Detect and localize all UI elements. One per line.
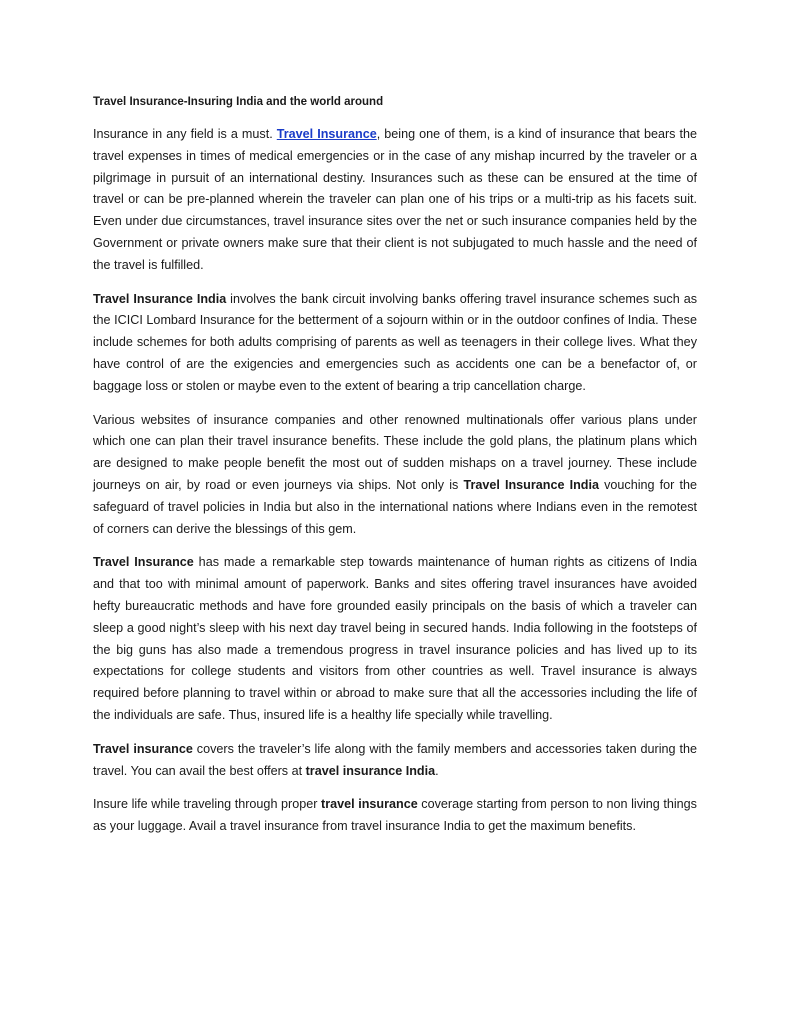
p3-bold: Travel Insurance India (463, 477, 599, 492)
paragraph-2 (93, 289, 697, 398)
p5-bold-1: Travel insurance (93, 741, 193, 756)
p5-bold-2: travel insurance India (305, 763, 436, 778)
paragraph-4 (93, 552, 697, 726)
p6-bold: travel insurance (321, 797, 418, 812)
p1-text-a: Insurance in any field is a must. (93, 127, 277, 141)
document-page (93, 94, 697, 850)
paragraph-1 (93, 124, 697, 277)
document-title: Travel Insurance-Insuring India and the world around (93, 96, 384, 108)
p1-text-b: , being one of them, is a kind of insurance that bears the travel expenses in times of medical emergencies or in the case of any mishap incurred by the traveler or a pilgrimage in pursuit of an international destiny. Insurances such as these can be ensured at the time of travel or can be pre-planned wherein the traveler can plan one of his trips or a multi-trip as his facets suit. Even under due circumstances, travel insurance sites over the net or such insurance companies held by the Government or private owners make sure that their client is not subjugated to much hassle and the need of the travel is fulfilled. (93, 127, 698, 272)
p5-text-a: covers the traveler’s life along with the family members and accessories taken during the travel. You can avail the best offers at (93, 741, 697, 778)
p4-bold: Travel Insurance (93, 555, 194, 570)
paragraph-5 (93, 739, 697, 783)
paragraph-3 (93, 410, 697, 541)
p5-text-b: . (435, 763, 439, 778)
paragraph-6 (93, 794, 697, 838)
p3-text-b: vouching for the safeguard of travel policies in India but also in the international nations where Indians even in the remotest of corners can derive the blessings of this gem. (93, 477, 697, 536)
p6-text-b: coverage starting from person to non living things as your luggage. Avail a travel insurance from travel insurance India to get the maximum benefits. (93, 797, 697, 834)
travel-insurance-link[interactable]: Travel Insurance (276, 127, 377, 141)
p3-text-a: Various websites of insurance companies and other renowned multinationals offer various plans under which one can plan their travel insurance benefits. These include the gold plans, the platinum plans which are designed to make people benefit the most out of sudden mishaps on a travel journey. These include journeys on air, by road or even journeys via ships. Not only is (93, 412, 697, 492)
p2-bold: Travel Insurance India (93, 291, 227, 306)
p4-text: has made a remarkable step towards maintenance of human rights as citizens of India and that too with minimal amount of paperwork. Banks and sites offering travel insurances have avoided hefty bureaucratic methods and have fore grounded easily principals on the basis of which a traveler can sleep a good night’s sleep with his next day travel being in secured hands. India following in the footsteps of the big guns has also made a tremendous progress in travel insurance policies and has lived up to its expectations for college students and visitors from other countries as well. Travel insurance is always required before planning to travel within or abroad to make sure that all the accessories including the life of the individuals are safe. Thus, insured life is a healthy life specially while travelling. (93, 555, 697, 722)
p2-text: involves the bank circuit involving banks offering travel insurance schemes such as the ICICI Lombard Insurance for the betterment of a sojourn within or in the outdoor confines of India. These include schemes for both adults comprising of parents as well as teenagers in their college lives. What they have control of are the exigencies and emergencies such as accidents one can be a benefactor of, or baggage loss or stolen or maybe even to the extent of bearing a trip cancellation charge. (93, 291, 697, 393)
p6-text-a: Insure life while traveling through proper (93, 797, 322, 812)
